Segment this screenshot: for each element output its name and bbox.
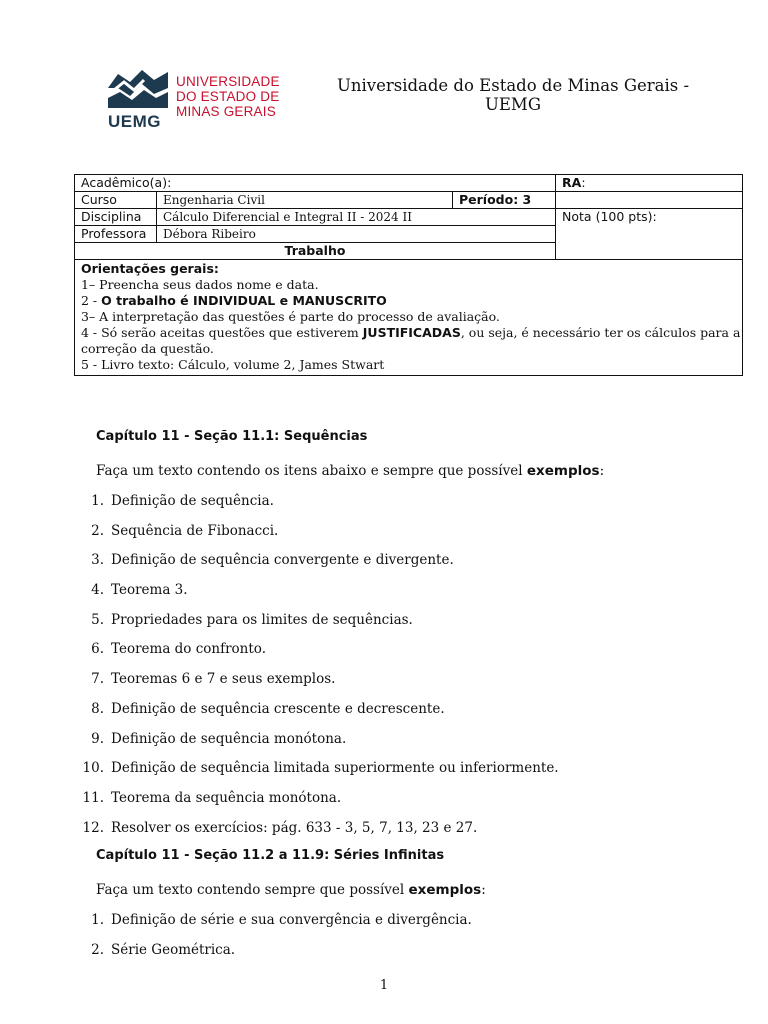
orientacao-item: 4 - Só serão aceitas questões que estiverem JUSTIFICADAS, ou seja, é necessário ter os cálculos para a (81, 325, 741, 340)
trabalho-heading: Trabalho (75, 243, 556, 260)
periodo-blank (556, 192, 743, 209)
uemg-logo (108, 68, 298, 134)
professora-value: Débora Ribeiro (157, 226, 556, 243)
university-title: Universidade do Estado de Minas Gerais - UEMG (336, 76, 690, 114)
orientacoes-block (75, 260, 743, 376)
disciplina-label: Disciplina (75, 209, 157, 226)
logo-name: UNIVERSIDADE DO ESTADO DE MINAS GERAIS (176, 74, 280, 119)
ra-field: RA: (556, 175, 743, 192)
orientacao-item: 5 - Livro texto: Cálculo, volume 2, James Stwart (81, 357, 385, 372)
section-2-title: Capítulo 11 - Seção 11.2 a 11.9: Séries Infinitas (96, 848, 445, 863)
curso-value: Engenharia Civil (157, 192, 453, 209)
orientacao-item: 2 - O trabalho é INDIVIDUAL e MANUSCRITO (81, 293, 387, 308)
disciplina-value: Cálculo Diferencial e Integral II - 2024 II (157, 209, 556, 226)
periodo-label: Período: 3 (453, 192, 556, 209)
orientacao-item-continued: correção da questão. (81, 341, 214, 356)
academico-field: Acadêmico(a): (75, 175, 556, 192)
section-1-title: Capítulo 11 - Seção 11.1: Sequências (96, 429, 368, 444)
orientacao-item: 1– Preencha seus dados nome e data. (81, 277, 319, 292)
orientacao-item: 3– A interpretação das questões é parte do processo de avaliação. (81, 309, 500, 324)
uemg-emblem-icon (108, 68, 172, 112)
section-1-intro: Faça um texto contendo os itens abaixo e sempre que possível exemplos: (96, 463, 605, 479)
nota-field: Nota (100 pts): (556, 209, 743, 260)
page-number: 1 (379, 978, 389, 993)
info-table (74, 174, 743, 376)
logo-abbreviation: UEMG (108, 112, 161, 131)
curso-label: Curso (75, 192, 157, 209)
professora-label: Professora (75, 226, 157, 243)
section-2-intro: Faça um texto contendo sempre que possível exemplos: (96, 882, 486, 898)
orientacoes-title: Orientações gerais: (81, 261, 219, 276)
